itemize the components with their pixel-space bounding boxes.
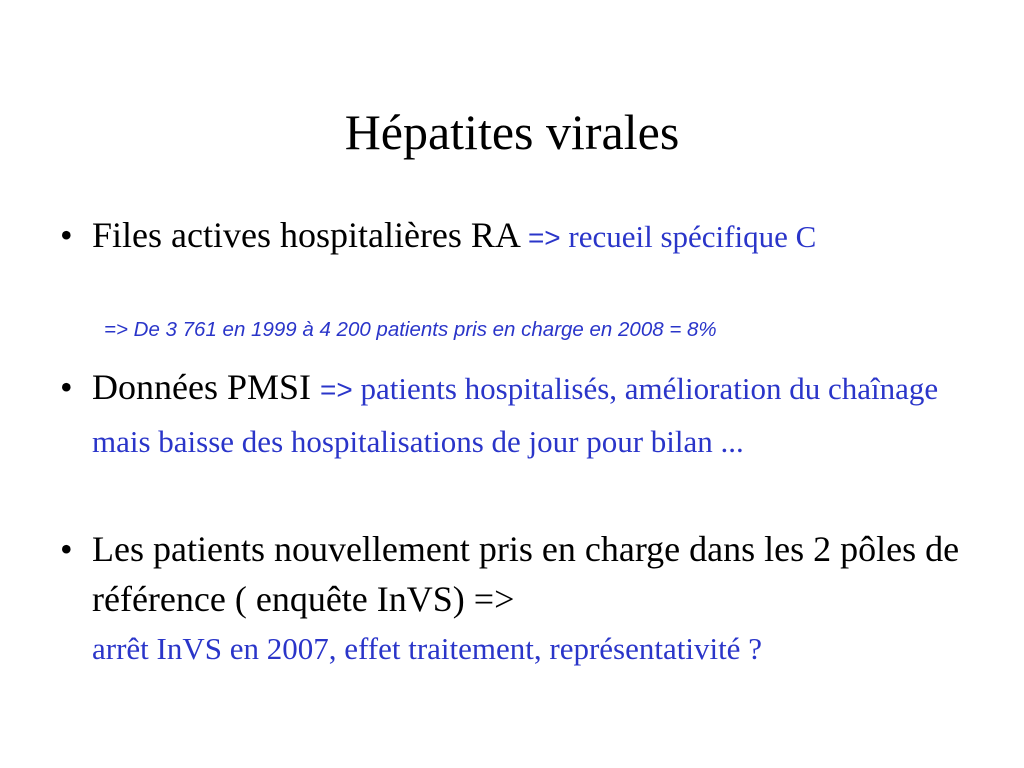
bullet-text: Données PMSI [92, 367, 321, 407]
bullet-text: Les patients nouvellement pris en charge dans les 2 pôles de référence ( enquête InVS) => [92, 529, 960, 619]
bullet-content [92, 362, 970, 467]
bullet-donnees-pmsi [60, 362, 970, 467]
bullet-highlight: patients hospitalisés, amélioration du chaînage mais baisse des hospitalisations de jour pour bilan ... [92, 371, 939, 459]
bullet-text: Files actives hospitalières RA [92, 215, 528, 255]
arrow-symbol: => [527, 222, 561, 253]
bullet-nouveaux-patients [60, 524, 970, 674]
bullet-marker: • [60, 529, 73, 569]
slide-title: Hépatites virales [344, 104, 680, 160]
bullet-marker: • [60, 367, 73, 407]
bullet-marker: • [60, 215, 73, 255]
arrow-symbol: => [320, 374, 353, 405]
bullet-content [92, 524, 970, 674]
bullet-files-actives [60, 210, 970, 263]
sub-note-text: De 3 761 en 1999 à 4 200 patients pris en charge en 2008 = 8% [127, 318, 717, 341]
sub-note [104, 315, 717, 345]
bullet-highlight: arrêt InVS en 2007, effet traitement, représentativité ? [92, 631, 762, 666]
bullet-highlight: recueil spécifique C [560, 219, 817, 254]
sub-note-arrow: => [104, 318, 128, 341]
bullet-content [92, 210, 970, 263]
